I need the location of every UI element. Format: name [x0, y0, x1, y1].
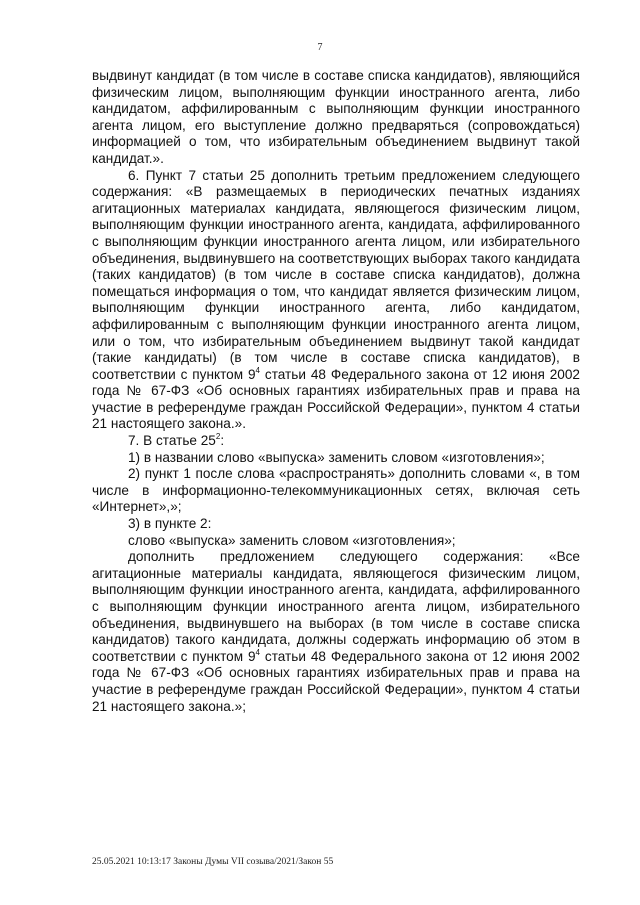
paragraph-item-7 — [92, 433, 580, 450]
item-6-text: 6. Пункт 7 статьи 25 дополнить третьим предложением следующего содержания: «В размещаемых в периодических печатных изданиях агитационных материалах кандидата, являющегося физическим лицом, выполняющим функции иностранного агента, кандидата, аффилированного с выполняющим функции иностранного агента лицом, или избирательного объединения, выдвинувшего на соответствующих выборах такого кандидата (таких кандидатов) (в том числе в составе списка кандидатов), должна помещаться информация о том, что кандидат является физическим лицом, выполняющим функции иностранного агента, либо кандидатом, аффилированным с выполняющим функции иностранного агента лицом, или о том, что избирательным объединением выдвинут такой кандидат (такие кандидаты) (в том числе в составе списка кандидатов), в соответствии с пунктом 9 — [92, 167, 580, 382]
subitem-3-replace: слово «выпуска» заменить словом «изготовления»; — [128, 532, 456, 548]
add-text: дополнить предложением следующего содержания: «Все агитационные материалы кандидата, являющегося физическим лицом, выполняющим функции иностранного агента, кандидата, аффилированного с выполняющим функции иностранного агента лицом, избирательного объединения, выдвинувшего на выборах (в том числе в составе списка кандидатов) такого кандидата, должны содержать информацию об этом в соответствии с пунктом 9 — [92, 549, 580, 664]
item-6-text-end: статьи 48 Федерального закона от 12 июня 2002 года № 67-ФЗ «Об основных гарантиях избирательных прав и права на участие в референдуме граждан Российской Федерации», пунктом 4 статьи 21 настоящего закона.». — [92, 366, 580, 432]
paragraph-continuation: выдвинут кандидат (в том числе в составе списка кандидатов), являющийся физическим лицом, выполняющим функции иностранного агента, либо кандидатом, аффилированным с выполняющим функции иностранного агента лицом, его выступление должно предваряться (сопровождаться) информацией о том, что избирательным объединением выдвинут такой кандидат.». — [92, 68, 580, 166]
subitem-3: 3) в пункте 2: — [128, 516, 212, 532]
document-footer: 25.05.2021 10:13:17 Законы Думы VII созыва/2021/Закон 55 — [92, 857, 334, 867]
item-7-text: 7. В статье 25 — [128, 433, 216, 449]
superscript: 4 — [255, 647, 260, 657]
subitem-2: 2) пункт 1 после слова «распространять» дополнить словами «, в том числе в информационно-телекоммуникационных сетях, включая сеть «Интернет»,»; — [92, 466, 580, 515]
superscript: 4 — [255, 365, 260, 375]
item-7-colon: : — [220, 433, 225, 449]
superscript: 2 — [215, 432, 221, 442]
subitem-3-add — [92, 549, 580, 715]
add-text-end: статьи 48 Федерального закона от 12 июня 2002 года № 67-ФЗ «Об основных гарантиях избирательных прав и права на участие в референдуме граждан Российской Федерации», пунктом 4 статьи 21 настоящего закона.»; — [92, 648, 580, 714]
paragraph-item-6 — [92, 168, 580, 434]
subitem-1: 1) в названии слово «выпуска» заменить словом «изготовления»; — [128, 449, 545, 465]
page-number: 7 — [317, 42, 323, 53]
document-body — [92, 68, 580, 715]
